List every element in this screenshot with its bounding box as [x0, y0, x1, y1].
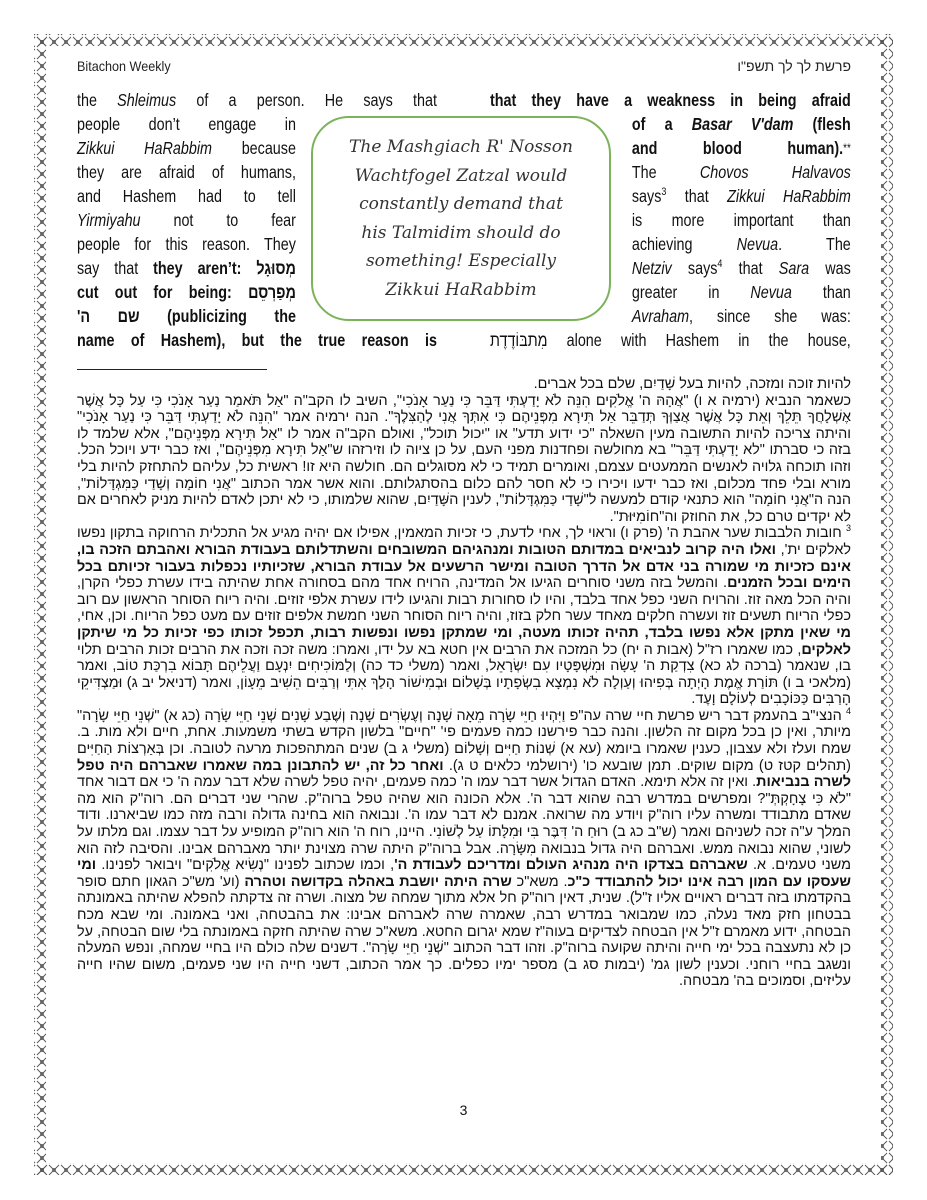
- text-segment: greater in: [631, 282, 751, 302]
- text-segment: and blood human).: [631, 138, 844, 158]
- footnote-paragraph: [77, 525, 851, 708]
- text-segment: cut out for being:: [77, 282, 249, 302]
- text-line: [77, 280, 296, 304]
- text-line: [77, 136, 296, 160]
- pull-quote-line: constantly demand that: [359, 194, 563, 214]
- parsha-heading: פרשת לך לך תשפ"ו: [737, 58, 851, 74]
- text-line: [77, 208, 296, 232]
- text-line: [77, 232, 296, 256]
- text-segment: Yirmiyahu: [77, 210, 141, 230]
- text-segment: . The: [778, 234, 851, 254]
- text-segment: they are afraid of humans,: [77, 162, 296, 182]
- text-segment: שאברהם בצדקו היה מנהיג העולם ומדריכם לעבודת ה': [394, 857, 748, 874]
- text-segment: מְסוּגָל: [256, 258, 296, 278]
- text-segment: Netziv: [631, 258, 672, 278]
- text-segment: was: [809, 258, 851, 278]
- text-segment: The: [631, 162, 700, 182]
- text-segment: says: [631, 186, 662, 206]
- footnote-separator: [77, 369, 267, 370]
- text-segment: , כמו שאמרו רז"ל (אבות ה יח) כל המזכה את הרבים אין חטא בא על ידו, ואמרו: משה זכה וזכה את הרבים זכות הרבים תלוי בו, שנאמר (ברכה לג כא) צִדְקַת ה' עָשָׂה וּמִשְׁפָּטָיו עִם יִשְׂרָאֵל, ואמר (משלי כד כה) וְלַמּוֹכִיחִים יִנְעָם וַעֲלֵיהֶם תָּבוֹא בִרְכַּת טוֹב, ואמר (מלאכי ב ו) תּוֹרַת אֱמֶת הָיְתָה בְּפִיהוּ וְעַוְלָה לֹא נִמְצָא בִשְׂפָתָיו בְּשָׁלוֹם וּבְמִישׁוֹר הָלַךְ אִתִּי וְרַבִּים הֵשִׁיב מֵעָוֹן, ואמר (דניאל יב ג) וּמַצְדִּיקֵי הָרַבִּים כַּכּוֹכָבִים לְעוֹלָם וָעֶד.: [77, 641, 851, 708]
- text-segment: . ואין זה אלא תימא. האדם הגדול אשר דבר עמו ה' כמה פעמים, יהיה טפל לשרה שלא דבר עמה ה' כי אם דבור אחד "לֹא כִּי צָחָקְתְּ"? ומפרשים במדרש רבה שהוא דבר ה'. אלא הכונה הוא שהיה טפל ברוה"ק. שהרי שני דברים הם. רוה"ק הוא מה שאדם מתבודד ומשרה עליו רוה"ק ויודע מה שרואה. אמנם לא דבר עמו ה'. ונבואה הוא בחינה גדולה ורבה מזה כמו שביארנו. ודוד המלך ע"ה זכה לשניהם ואמר (ש"ב כג ב) רוּחַ ה' דִּבֶּר בִּי וּמִלָּתוֹ עַל לְשׁוֹנִי. היינו, רוח ה' הוא רוה"ק המופיע על דבר עצמו. וגם מלתו על לשוני, שהוא נבואה ממש. ואברהם היה גדול בנבואה מִשָּׂרָה. אבל ברוה"ק היתה שרה מצוינת יותר מאברהם אבינו. והסיבה לזה הוא משני טעמים. א.: [77, 774, 852, 874]
- text-line: [77, 160, 296, 184]
- footnotes: [77, 376, 851, 990]
- text-segment: Shleimus: [117, 90, 177, 110]
- pull-quote-line: something! Especially: [365, 251, 557, 271]
- text-segment: (publicizing the: [139, 306, 296, 326]
- text-segment: is more important than: [631, 210, 851, 230]
- text-segment: of a: [631, 114, 692, 134]
- footnote-marker: 4: [845, 706, 851, 717]
- text-segment: Chovos Halvavos: [699, 162, 851, 182]
- text-segment: say that: [77, 258, 154, 278]
- text-segment: Nevua: [736, 234, 779, 254]
- pull-quote-line: Wachtfogel Zatzal would: [354, 165, 568, 186]
- text-segment: Zikkui HaRabbim: [77, 138, 212, 158]
- text-segment: , since she was:: [689, 306, 851, 326]
- text-line: [632, 256, 851, 280]
- text-line: [490, 88, 851, 112]
- footnote-marker: 3: [661, 186, 667, 199]
- text-line: [632, 184, 851, 208]
- text-line: [490, 328, 851, 352]
- text-line: [632, 112, 851, 136]
- text-line: [77, 328, 437, 352]
- text-segment: Basar V'dam: [691, 114, 794, 134]
- pull-quote-line: Zikkui HaRabbim: [385, 279, 537, 300]
- text-segment: that: [666, 186, 728, 206]
- pull-quote-line: his Talmidim should do: [361, 222, 561, 243]
- text-line: [77, 184, 296, 208]
- text-segment: **: [843, 141, 851, 155]
- text-line: [77, 304, 296, 328]
- text-segment: מְפַרְסֵם: [248, 282, 296, 302]
- text-segment: and Hashem had to tell: [77, 186, 296, 206]
- text-line: [632, 232, 851, 256]
- footnote-marker: 3: [845, 523, 851, 534]
- text-segment: not to fear: [140, 210, 296, 230]
- text-segment: ואלו היה קרוב לנביאים במדותם הטובות ומנהגיהם המשובחים והשתדלותם בעבודת הבורא ואהבתם הזכה בו, אינם כזכיות מי שמורה בני אדם אל הדרך הטובה ומישר הרשעים אל עבודת הבורא, שזכיותיו נכפלות בעבור זכיותם בכל הימים ובכל הזמנים: [77, 541, 851, 592]
- footnote-marker: 4: [717, 258, 723, 271]
- text-segment: מי שאין מתקן אלא נפשו בלבד, תהיה זכותו מעטה, ומי שמתקן נפשו ונפשות רבות, תכפל זכותו כפי זכיות כל מי שיתקן לאלקים: [77, 624, 851, 658]
- text-segment: ומי שעסקו עם המון רבה אינו יכול להתבודד כ"כ: [77, 857, 851, 890]
- text-segment: people for this reason. They: [77, 234, 296, 254]
- text-line: [77, 112, 296, 136]
- text-segment: achieving: [631, 234, 737, 254]
- text-line: [77, 88, 437, 112]
- text-segment: ואחר כל זה, יש להתבונן במה שאמרו שאברהם היה טפל לשרה בנביאות: [77, 757, 851, 791]
- text-line: [632, 160, 851, 184]
- text-line: [632, 280, 851, 304]
- footnote-paragraph: [77, 393, 851, 526]
- text-segment: alone with Hashem in the house,: [547, 330, 851, 350]
- text-segment: because: [211, 138, 296, 158]
- text-segment: Avraham: [631, 306, 690, 326]
- text-segment: (וע' מש"כ הגאון חתם סופר בהקדמתו בזה דברים ראויים אליו ז"ל). שנית, דאין רוה"ק חל אלא מתוך שמחה של מצוה. ושרה זה צדקתה להפלא שהיתה באמונתה בבטחון חזק מאד נעלה, כמו שמבואר במדרש רבה, שאמרה שרה לאברהם אבינו: את בהבטחה, ואני באמונה. ומי שבא מכח הבטחה, ידוע מאמרם ז"ל אין הבטחה לצדיקים בעוה"ז שמא יגרום החטא. משא"כ שרה שהיתה חזקה באמונתה בלי שום הבטחה, על כן לא נתעצבה בכל ימי חייה והיתה שקועה ברוה"ק. וזהו דבר הכתוב "שְׁנֵי חַיֵּי שָׂרָה". דשנים שלה כולם היו בחיי שמחה, ונפש המעלה ונשגב בחיי רוחני. וכענין לשון גמ' (יבמות סג ב) מספר ימיו כפלים. כך אמר הכתוב, דשני חייה היו שני פעמים, משום שהיו חייה עליזים, וסמוכים בה' מבטחה.: [77, 873, 851, 990]
- text-segment: Zikkui HaRabbim: [727, 186, 851, 206]
- text-segment: חובות הלבבות שער אהבת ה' (פרק ו) וראוי לך, אחי לדעת, כי זכיות המאמין, אפילו אם יהיה מגיע אל התכלית הרחוקה בתקון נפשו לאלקים ית',: [77, 525, 851, 558]
- text-segment: שם ה': [77, 306, 140, 326]
- pull-quote-box: [311, 116, 611, 321]
- text-segment: מִתבּוֹדֶדֶת: [490, 330, 548, 350]
- newsletter-title: Bitachon Weekly: [77, 58, 171, 74]
- text-segment: (flesh: [793, 114, 851, 134]
- text-line: [77, 256, 296, 280]
- text-segment: , וכמו שכתוב לפנינו "נְשִׂיא אֱלֹקִים" ויבואר לפנינו.: [96, 857, 395, 874]
- text-segment: name of Hashem), but the true reason is: [77, 330, 437, 350]
- text-segment: . והמשל בזה משני סוחרים הגיעו אל המדינה, הרויח אחד מהם בסחורה אחת שהיתה בידו עשרת כפלי הקרן, והיה הכל מאה זוז. והרויח השני כפל אחד בלבד, והיו לו סחורות רבות והגיעו לידו עשרת אלפי זוזים. והיה ריוח הסוחר הראשון עם רוב כפלי הריוח תשעים זוז ועשרה חלקים מאחד עשר חלק בזוז, והיה ריוח הסוחר השני חמשת אלפים זוזים עם מעט כפל הריוח. וכן, אחי,: [77, 575, 851, 625]
- text-segment: הנצי"ב בהעמק דבר ריש פרשת חיי שרה עה"פ וַיִּהְיוּ חַיֵּי שָׂרָה מֵאָה שָׁנָה וְעֶשְׂרִים שָׁנָה וְשֶׁבַע שָׁנִים שְׁנֵי חַיֵּי שָׂרָה (כג א) "שְׁנֵי חַיֵּי שָׂרָה" מיותר, ואין כן בכל מקום זה הלשון. והנה כבר פירשנו כמה פעמים פי' "חיים" בלשון הקדש בשתי משמעות. אחת, חיים ולא מות. ב. שמח ועלז ולא עצבון, כענין שאמרו ביומא (עא א) שְׁנוֹת חַיִּים וְשָׁלוֹם (משלי ג ב) שנים המתהפכות מרעה לטובה. וכן בְּאַרְצוֹת הַחַיִּים (תהלים קטז ט) מקום שוקים. תמן שובעא כו' (ירושלמי כלאים ט ג).: [77, 707, 851, 774]
- footnote-paragraph: [77, 376, 851, 393]
- pull-quote-line: The Mashgiach R' Nosson: [349, 137, 573, 157]
- text-segment: that they have a weakness in being afraid: [490, 90, 851, 110]
- text-segment: שרה היתה יושבת באהלה בקדושה וטהרה: [244, 873, 512, 890]
- text-segment: they aren’t:: [153, 258, 257, 278]
- text-segment: than: [791, 282, 851, 302]
- text-line: [632, 136, 851, 160]
- text-segment: . משא"כ: [511, 873, 568, 890]
- text-line: [632, 304, 851, 328]
- text-line: [632, 208, 851, 232]
- footnote-paragraph: [77, 708, 851, 990]
- text-segment: להיות זוכה ומזכה, להיות בעל שָׁדַיִם, שלם בכל אברים.: [533, 376, 851, 392]
- text-segment: כשאמר הנביא (ירמיה א ו) "אֲהָהּ ה' אֱלֹקִים הִנֵּה לֹא יָדַעְתִּי דַּבֵּר כִּי נַעַר אָנֹכִי", השיב לו הקב"ה "אַל תֹּאמַר נַעַר אָנֹכִי כִּי עַל כָּל אֲשֶׁר אֶשְׁלָחֲךָ תֵּלֵךְ וְאֵת כָּל אֲשֶׁר אֲצַוְּךָ תְּדַבֵּר אַל תִּירָא מִפְּנֵיהֶם כִּי אִתְּךָ אֲנִי לְהַצִּלֶךָ". הנה ירמיה אמר "הִנֵּה לֹא יָדַעְתִּי דַּבֵּר כִּי נַעַר אָנֹכִי" והיתה צריכה להיות התשובה מעין השאלה "כי ידוע תדע" או "יכול תוכל", ואולם הקב"ה אמר לו "אַל תִּירָא מִפְּנֵיהֶם", אלא שלמד לו בזה כי סברתו "לא יָדַעְתִּי דַּבֵּר" בא מחולשה ופחדנות מפני העם, על כן ציוה לו וזירזהו ש"אַל תִּירָא מִפְּנֵיהֶם", ואז כבר ידע ויוכל הכל. וזהו תוכחה גלויה לאנשים הממעטים עצמם, ואומרים תמיד כי לא מסוגלים הם. חולשה היא זו! ראשית כל, עליהם להתחזק להיות בלי מורא ובלי פחד מכלום, ואז כבר ידעו ויכירו כי לא חסר להם כלום בהסתגלותם. והוא אשר אמר הכתוב "אֲנִי חוֹמָה וְשָׁדַי כַּמִּגְדָּלוֹת", הנה ה"אֲנִי חוֹמָה" הוא כתנאי קודם למעשה ל"שָׁדַי כַּמִּגְדָּלוֹת", לענין השָּׁדַיִם, שהוא שלמותו, כי לא יתכן לאדם להיות מניק לאחרים אם לא יקדים טרם כל, את החוזק וה"חוֹמִיּוּת".: [77, 392, 851, 525]
- text-segment: says: [671, 258, 718, 278]
- text-segment: Nevua: [750, 282, 792, 302]
- text-segment: the: [77, 90, 118, 110]
- text-segment: of a person. He says that: [176, 90, 437, 110]
- text-segment: that: [722, 258, 779, 278]
- text-segment: Sara: [778, 258, 810, 278]
- page-number: 3: [459, 1102, 468, 1118]
- text-segment: people don’t engage in: [77, 114, 296, 134]
